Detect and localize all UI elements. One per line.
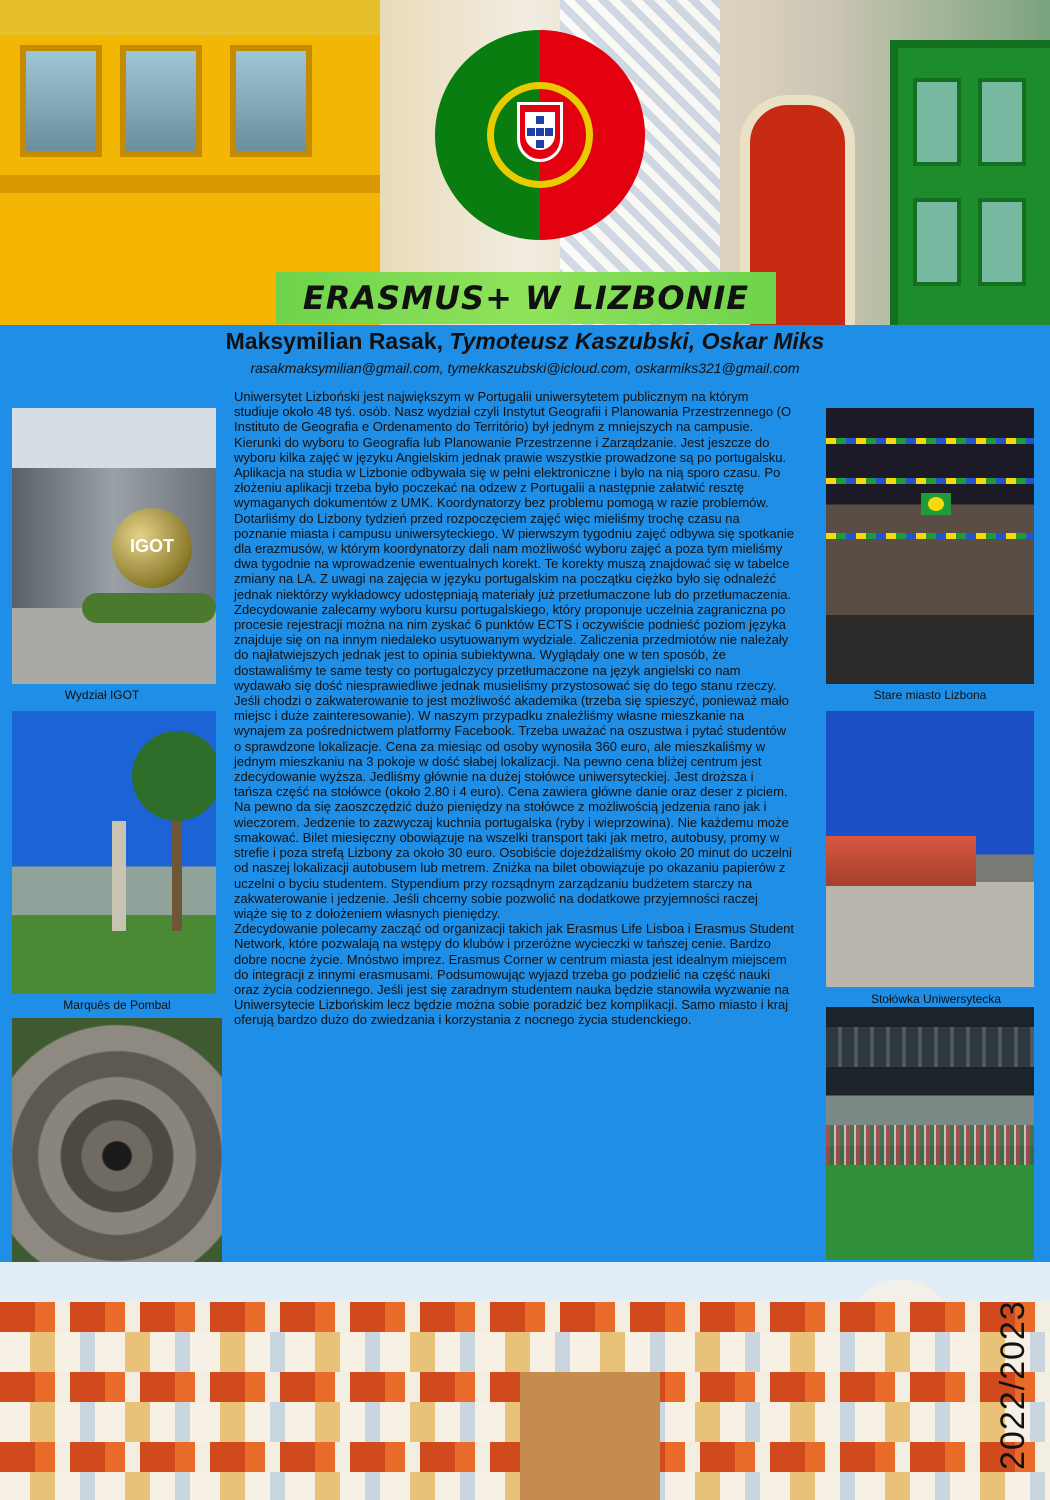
portugal-flag-icon	[435, 30, 645, 240]
photo-stolowka	[826, 711, 1034, 987]
green-door	[890, 40, 1050, 325]
article-body	[234, 389, 794, 1028]
cathedral	[520, 1372, 660, 1500]
igot-sign: IGOT	[130, 536, 174, 556]
lisbon-cityscape-painting	[0, 1262, 1050, 1500]
brazil-flag-icon	[921, 493, 951, 515]
photo-stare-miasto	[826, 408, 1034, 684]
caption-stolowka: Stołówka Uniwersytecka	[870, 992, 1002, 1006]
page-title: ERASMUS+ W LIZBONIE	[302, 279, 750, 317]
author-1: Maksymilian Rasak,	[225, 328, 443, 354]
photo-pombal	[12, 711, 216, 994]
photo-quinta	[12, 1018, 222, 1294]
paragraph-3: Jeśli chodzi o zakwaterowanie to jest możliwość akademika (trzeba się spieszyć, ponieważ mało miejsc i duże zainteresowanie). W naszym przypadku znaleźliśmy własne mieszkanie na wynajem za pośrednictwem platformy Facebook. Trzeba uważać na oszustwa i pytać studentów o sprawdzone lokalizacje. Cena za miesiąc od osoby wynosiła 360 euro, ale mieszkaliśmy w jednym mieszkaniu na 3 pokoje w dość słabej lokalizacji. Na pewno cena bliżej centrum jest zdecydowanie wyższa. Jedliśmy głównie na dużej stołówce uniwersyteckiej. Jest droższa i tańsza część na stołówce (około 2.80 i 4 euro). Cena zawiera główne danie oraz deser z piciem. Na pewno da się zaoszczędzić dużo pieniędzy na stołówce z możliwością jedzenia rano jak i wieczorem. Jedzenie to zazwyczaj kuchnia portugalska (ryby i wieprzowina). Nie każdemu może smakować. Bilet miesięczny obowiązuje na wszelki transport taki jak metro, autobusy, promy w strefie i poza strefą Lizbony za około 30 euro. Osobiście dojeżdżaliśmy około 20 minut do uczelni od naszej lokalizacji autobusem lub metrem. Zniżka na bilet obowiązuje po okazaniu papierów z uczelni o byciu studentem. Stypendium przy rozsądnym zarządzaniu budżetem starczy na zakwaterowanie i jedzenie. Jeśli chcemy sobie pozwolić na dodatkowe przyjemności raczej wiąże się to z dołożeniem własnych pieniędzy.	[234, 693, 792, 921]
paragraph-4: Zdecydowanie polecamy zacząć od organizacji takich jak Erasmus Life Lisboa i Erasmus Student Network, które pozwalają na wstępy do klubów i przeróżne wycieczki w tańszej cenie. Bardzo dobre nocne życie. Mnóstwo imprez. Erasmus Corner w centrum miasta jest idealnym miejscem do integracji z innymi erasmusami. Podsumowując wyjazd trzeba go podzielić na część nauki oraz życia codziennego. Jeśli jest się zaradnym studentem nauka będzie stanowiła wyzwanie na Uniwersytecie Lizbońskim lecz będzie można sobie poradzić bez komplikacji. Samo miasto i kraj oferują bardzo dużo do zwiedzania i korzystania z nocnego życia studenckiego.	[234, 921, 794, 1028]
photo-igot	[12, 408, 216, 684]
photo-estadio	[826, 1007, 1034, 1260]
authors	[0, 328, 1050, 355]
author-emails: rasakmaksymilian@gmail.com, tymekkaszubski@icloud.com, oskarmiks321@gmail.com	[250, 360, 800, 376]
author-3: Oskar Miks	[701, 328, 825, 354]
paragraph-2: Dotarliśmy do Lizbony tydzień przed rozpoczęciem zajęć więc mieliśmy trochę czasu na poznanie miasta i campusu uniwersyteckiego. W pierwszym tygodniu zajęć odbywa się spotkanie dla erazmusów, w którym koordynatorzy dali nam możliwość wyboru zajęć a poza tym mieliśmy dwa tygodnie na wprowadzenie ewentualnych korekt. Te korekty muszą znajdować się w tabelce zmiany na LA. Z uwagi na zajęcia w języku portugalskim na początku ciężko było się odnaleźć jednak niektórzy wykładowcy udostępniają materiały już przetłumaczone lub do przetłumaczenia. Zdecydowanie zalecamy wyboru kursu portugalskiego, który proponuje uczelnia zagraniczna po procesie rejestracji można na nim zyskać 6 punktów ECTS i oczywiście podnieść poziom języka znajduje się on na innym niedaleko usytuowanym wydziale. Zaliczenia przedmiotów nie należały do najłatwiejszych jednak jest to opinia subiektywna. Wyglądały one w ten sposób, że dostawaliśmy te same testy co portugalczycy przetłumaczone na język angielski co nam wydawało się dość niesprawiedliwe jednak musieliśmy przystosować się do tego stanu rzeczy.	[234, 510, 794, 693]
caption-stare: Stare miasto Lizbona	[873, 688, 987, 702]
caption-pombal: Marquês de Pombal	[63, 998, 171, 1012]
academic-year: 2022/2023	[994, 1300, 1032, 1470]
paragraph-1: Uniwersytet Lizboński jest największym w Portugalii uniwersytetem publicznym na którym studiuje około 48 tyś. osób. Nasz wydział czyli Instytut Geografii i Planowania Przestrzennego (O Instituto de Geografia e Ordenamento do Território) był jednym z mniejszych na campusie. Kierunki do wyboru to Geografia lub Planowanie Przestrzenne i Zarządzanie. Jest jeszcze do wyboru kilka zajęć w języku Angielskim jednak prawie wszystkie prowadzone są po portugalsku. Aplikacja na studia w Lizbonie odbywała się w pełni elektroniczne i było na nią sporo czasu. Po złożeniu aplikacji trzeba było poczekać na odzew z Portugalii a następnie załatwić resztę wymaganych dokumentów z UMK. Koordynatorzy bez problemu pomogą w razie problemów.	[234, 389, 792, 511]
author-2: Tymoteusz Kaszubski,	[449, 328, 696, 354]
caption-igot: Wydział IGOT	[64, 688, 140, 702]
